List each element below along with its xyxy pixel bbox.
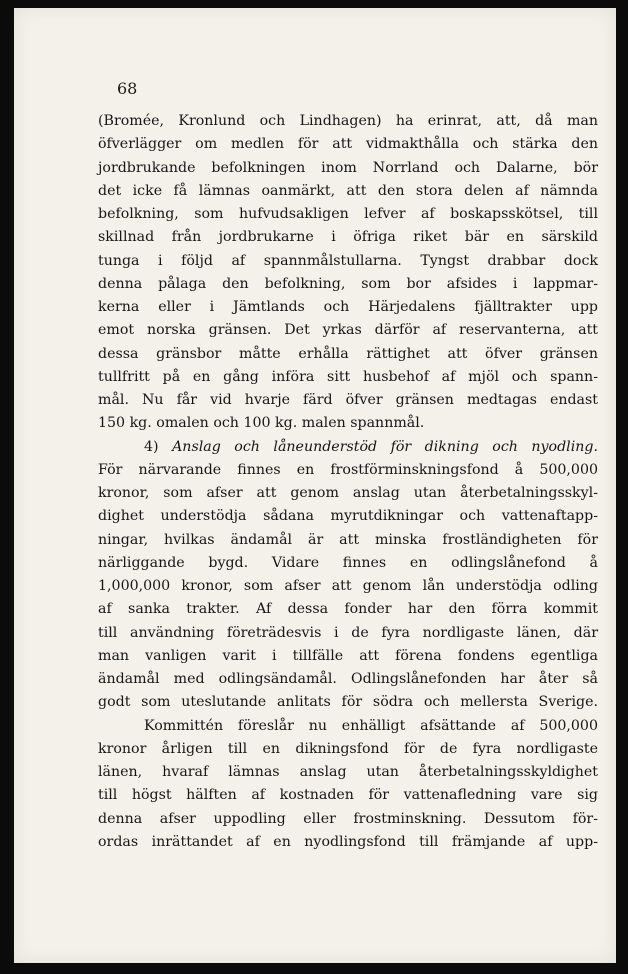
text-line: tullfritt på en gång införa sitt husbehof af mjöl och spann- — [98, 368, 598, 385]
text-line: af sanka trakter. Af dessa fonder har den förra kommit — [98, 601, 598, 618]
text-line: till högst hälften af kostnaden för vattenafledning vare sig — [98, 787, 598, 804]
page-number: 68 — [117, 79, 138, 98]
text-line: denna afser uppodling eller frostminskning. Dessutom för- — [98, 810, 598, 827]
text-line: man vanligen varit i tillfälle att förena fondens egentliga — [98, 647, 598, 664]
section-title: Anslag och låneunderstöd för dikning och nyodling. — [172, 438, 598, 455]
text-line: ändamål med odlingsändamål. Odlingslånefonden har åter så — [98, 671, 598, 687]
text-line: godt som uteslutande anlitats för södra och mellersta Sverige. — [98, 694, 598, 711]
text-line: kronor årligen till en dikningsfond för de fyra nordligaste — [98, 740, 598, 757]
text-line: länen, hvaraf lämnas anslag utan återbetalningsskyldighet — [98, 764, 598, 780]
text-line: till användning företrädesvis i de fyra nordligaste länen, där — [98, 624, 598, 641]
text-line: (Bromée, Kronlund och Lindhagen) ha erinrat, att, då man — [98, 113, 598, 129]
text-line: Kommittén föreslår nu enhälligt afsättande af 500,000 — [144, 717, 598, 734]
section-heading — [98, 436, 598, 459]
text-line: För närvarande finnes en frostförminskningsfond å 500,000 — [98, 461, 598, 478]
text-line: kronor, som afser att genom anslag utan återbetalningsskyl- — [98, 485, 598, 501]
text-line: öfverlägger om medlen för att vidmakthålla och stärka den — [98, 136, 598, 153]
text-line: skillnad från jordbrukarne i öfriga riket bär en särskild — [98, 229, 598, 246]
text-line: 150 kg. omalen och 100 kg. malen spannmål. — [98, 415, 425, 432]
text-line: befolkning, som hufvudsakligen lefver af boskapsskötsel, till — [98, 206, 598, 222]
text-line: jordbrukande befolkningen inom Norrland och Dalarne, bör — [98, 159, 598, 176]
text-line: kerna eller i Jämtlands och Härjedalens fjälltrakter upp — [98, 299, 598, 315]
text-line: mål. Nu får vid hvarje färd öfver gränsen medtagas endast — [98, 392, 598, 408]
text-line: ningar, hvilkas ändamål är att minska frostländigheten för — [98, 531, 598, 548]
body-text — [98, 110, 598, 854]
text-line: ordas inrättandet af en nyodlingsfond till främjande af upp- — [98, 833, 598, 850]
book-page — [14, 8, 616, 963]
text-line: tunga i följd af spannmålstullarna. Tyngst drabbar dock — [98, 252, 598, 269]
text-line: närliggande bygd. Vidare finnes en odlingslånefond å — [98, 554, 598, 571]
text-line: 1,000,000 kronor, som afser att genom lån understödja odling — [98, 578, 598, 594]
text-line: emot norska gränsen. Det yrkas därför af reservanterna, att — [98, 322, 598, 339]
text-line: det icke få lämnas oanmärkt, att den stora delen af nämnda — [98, 182, 598, 199]
section-number: 4) — [144, 438, 159, 455]
text-line: denna pålaga den befolkning, som bor afsides i lappmar- — [98, 275, 598, 292]
text-line: dessa gränsbor måtte erhålla rättighet att öfver gränsen — [98, 345, 598, 362]
text-line: dighet understödja sådana myrutdikningar och vattenaftapp- — [98, 508, 598, 525]
